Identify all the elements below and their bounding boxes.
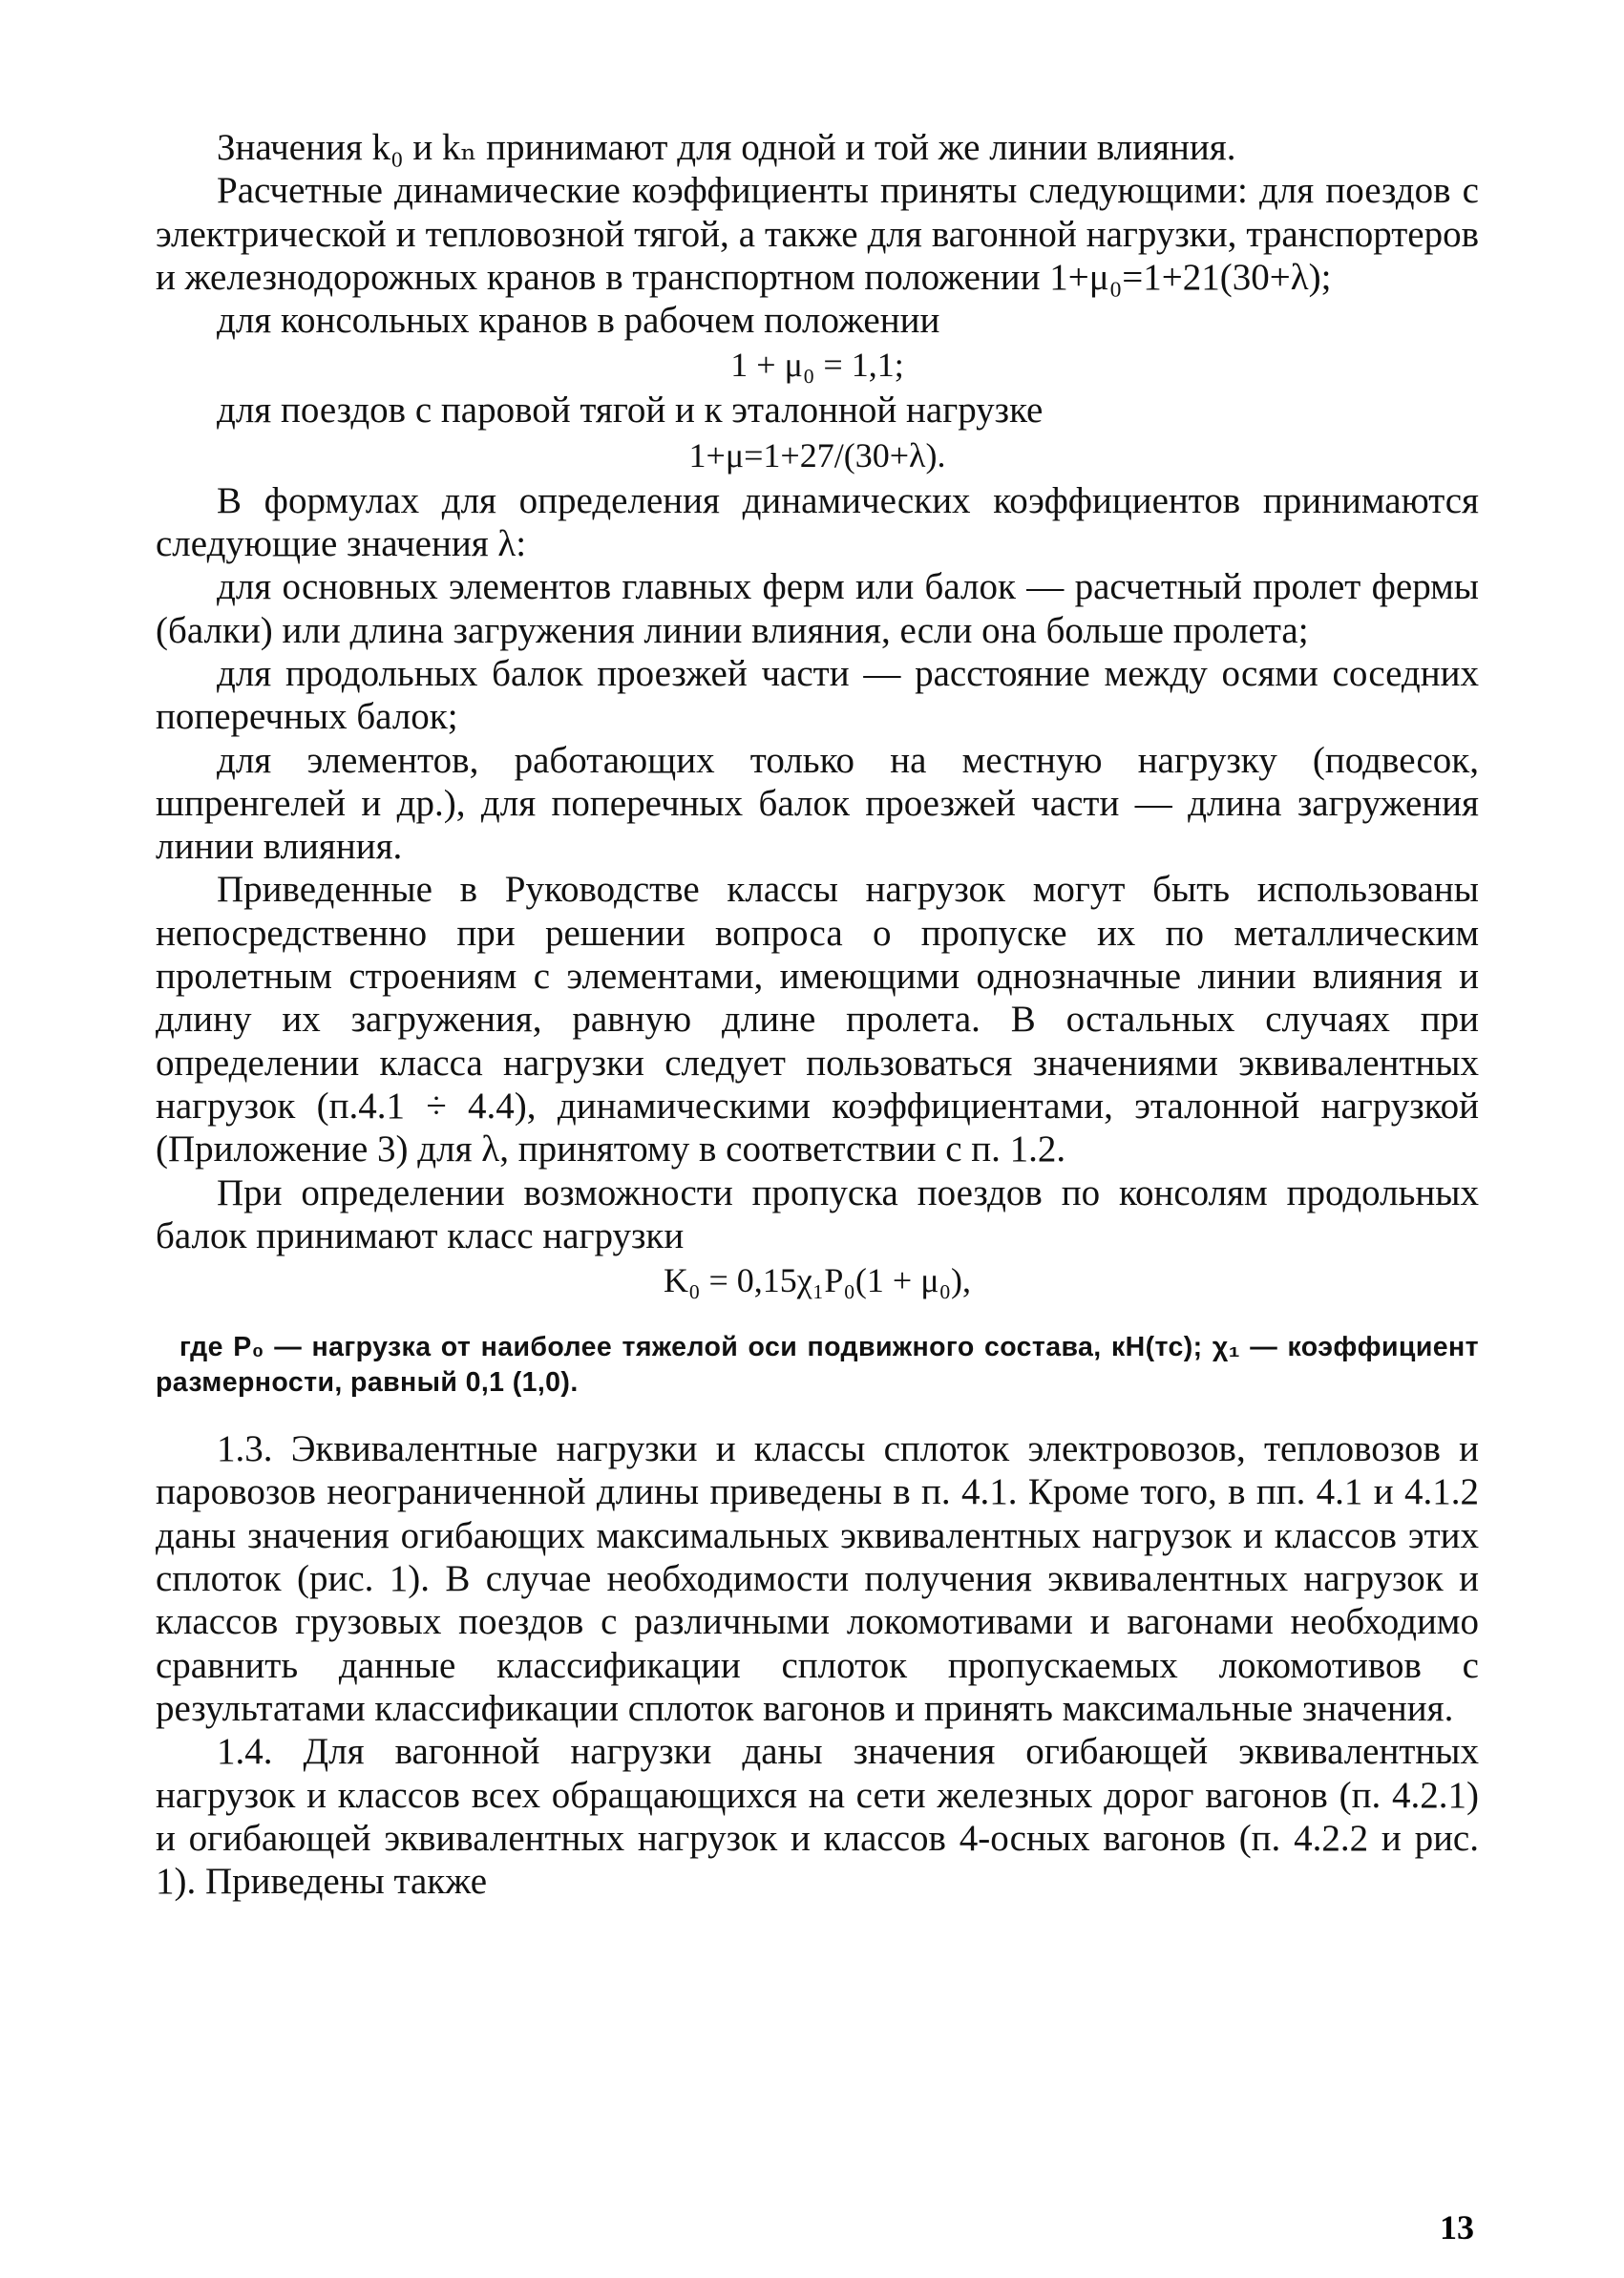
formula: 1 + μ₀ = 1,1; <box>730 346 904 385</box>
page-body <box>156 126 1479 1903</box>
paragraph: для продольных балок проезжей части — расстояние между осями соседних поперечных балок; <box>156 652 1479 738</box>
footnote-text: где P₀ — нагрузка от наиболее тяжелой оси подвижного состава, кН(тс); χ₁ — коэффициент размерности, равный 0,1 (1,0). <box>156 1331 1479 1398</box>
paragraph: При определении возможности пропуска поездов по консолям продольных балок принимают класс нагрузки <box>156 1171 1479 1256</box>
page-number: 13 <box>1440 2208 1474 2246</box>
paragraph: для элементов, работающих только на местную нагрузку (подвесок, шпренгелей и др.), для поперечных балок проезжей части — длина загружения линии влияния. <box>156 739 1479 868</box>
formula: K₀ = 0,15χ₁P₀(1 + μ₀), <box>663 1261 972 1300</box>
paragraph: 1.3. Эквивалентные нагрузки и классы сплоток электровозов, тепловозов и паровозов неограниченной длины приведены в п. 4.1. Кроме того, в пп. 4.1 и 4.1.2 даны значения огибающих максимальных эквивалентных нагрузок и классов этих сплоток (рис. 1). В случае необходимости получения эквивалентных нагрузок и классов грузовых поездов с различными локомотивами и вагонами необходимо сравнить данные классификации сплоток пропускаемых локомотивов с результатами классификации сплоток вагонов и принять максимальные значения. <box>156 1428 1479 1729</box>
paragraph: для консольных кранов в рабочем положении <box>217 300 940 342</box>
paragraph: В формулах для определения динамических коэффициентов принимаются следующие значения λ: <box>156 479 1479 565</box>
paragraph: для основных элементов главных ферм или балок — расчетный пролет фермы (балки) или длина загружения линии влияния, если она больше пролета; <box>156 566 1479 651</box>
paragraph: Приведенные в Руководстве классы нагрузок могут быть использованы непосредственно при решении вопроса о пропуске их по металлическим пролетным строениям с элементами, имеющими однозначные линии влияния и длину их загружения, равную длине пролета. В остальных случаях при определении класса нагрузки следует пользоваться значениями эквивалентных нагрузок (п.4.1 ÷ 4.4), динамическими коэффициентами, эталонной нагрузкой (Приложение 3) для λ, принятому в соответствии с п. 1.2. <box>156 869 1479 1171</box>
paragraph: 1.4. Для вагонной нагрузки даны значения огибающей эквивалентных нагрузок и классов всех обращающихся на сети железных дорог вагонов (п. 4.2.1) и огибающей эквивалентных нагрузок и классов 4-осных вагонов (п. 4.2.2 и рис. 1). Приведены также <box>156 1731 1479 1903</box>
paragraph: Значения k₀ и kₙ принимают для одной и той же линии влияния. <box>217 127 1236 168</box>
paragraph: для поездов с паровой тягой и к эталонной нагрузке <box>217 390 1044 432</box>
paragraph: Расчетные динамические коэффициенты приняты следующими: для поездов с электрической и тепловозной тягой, а также для вагонной нагрузки, транспортеров и железнодорожных кранов в транспортном положении 1+μ₀=1+21(30+λ); <box>156 170 1479 298</box>
formula: 1+μ=1+27/(30+λ). <box>688 435 946 475</box>
